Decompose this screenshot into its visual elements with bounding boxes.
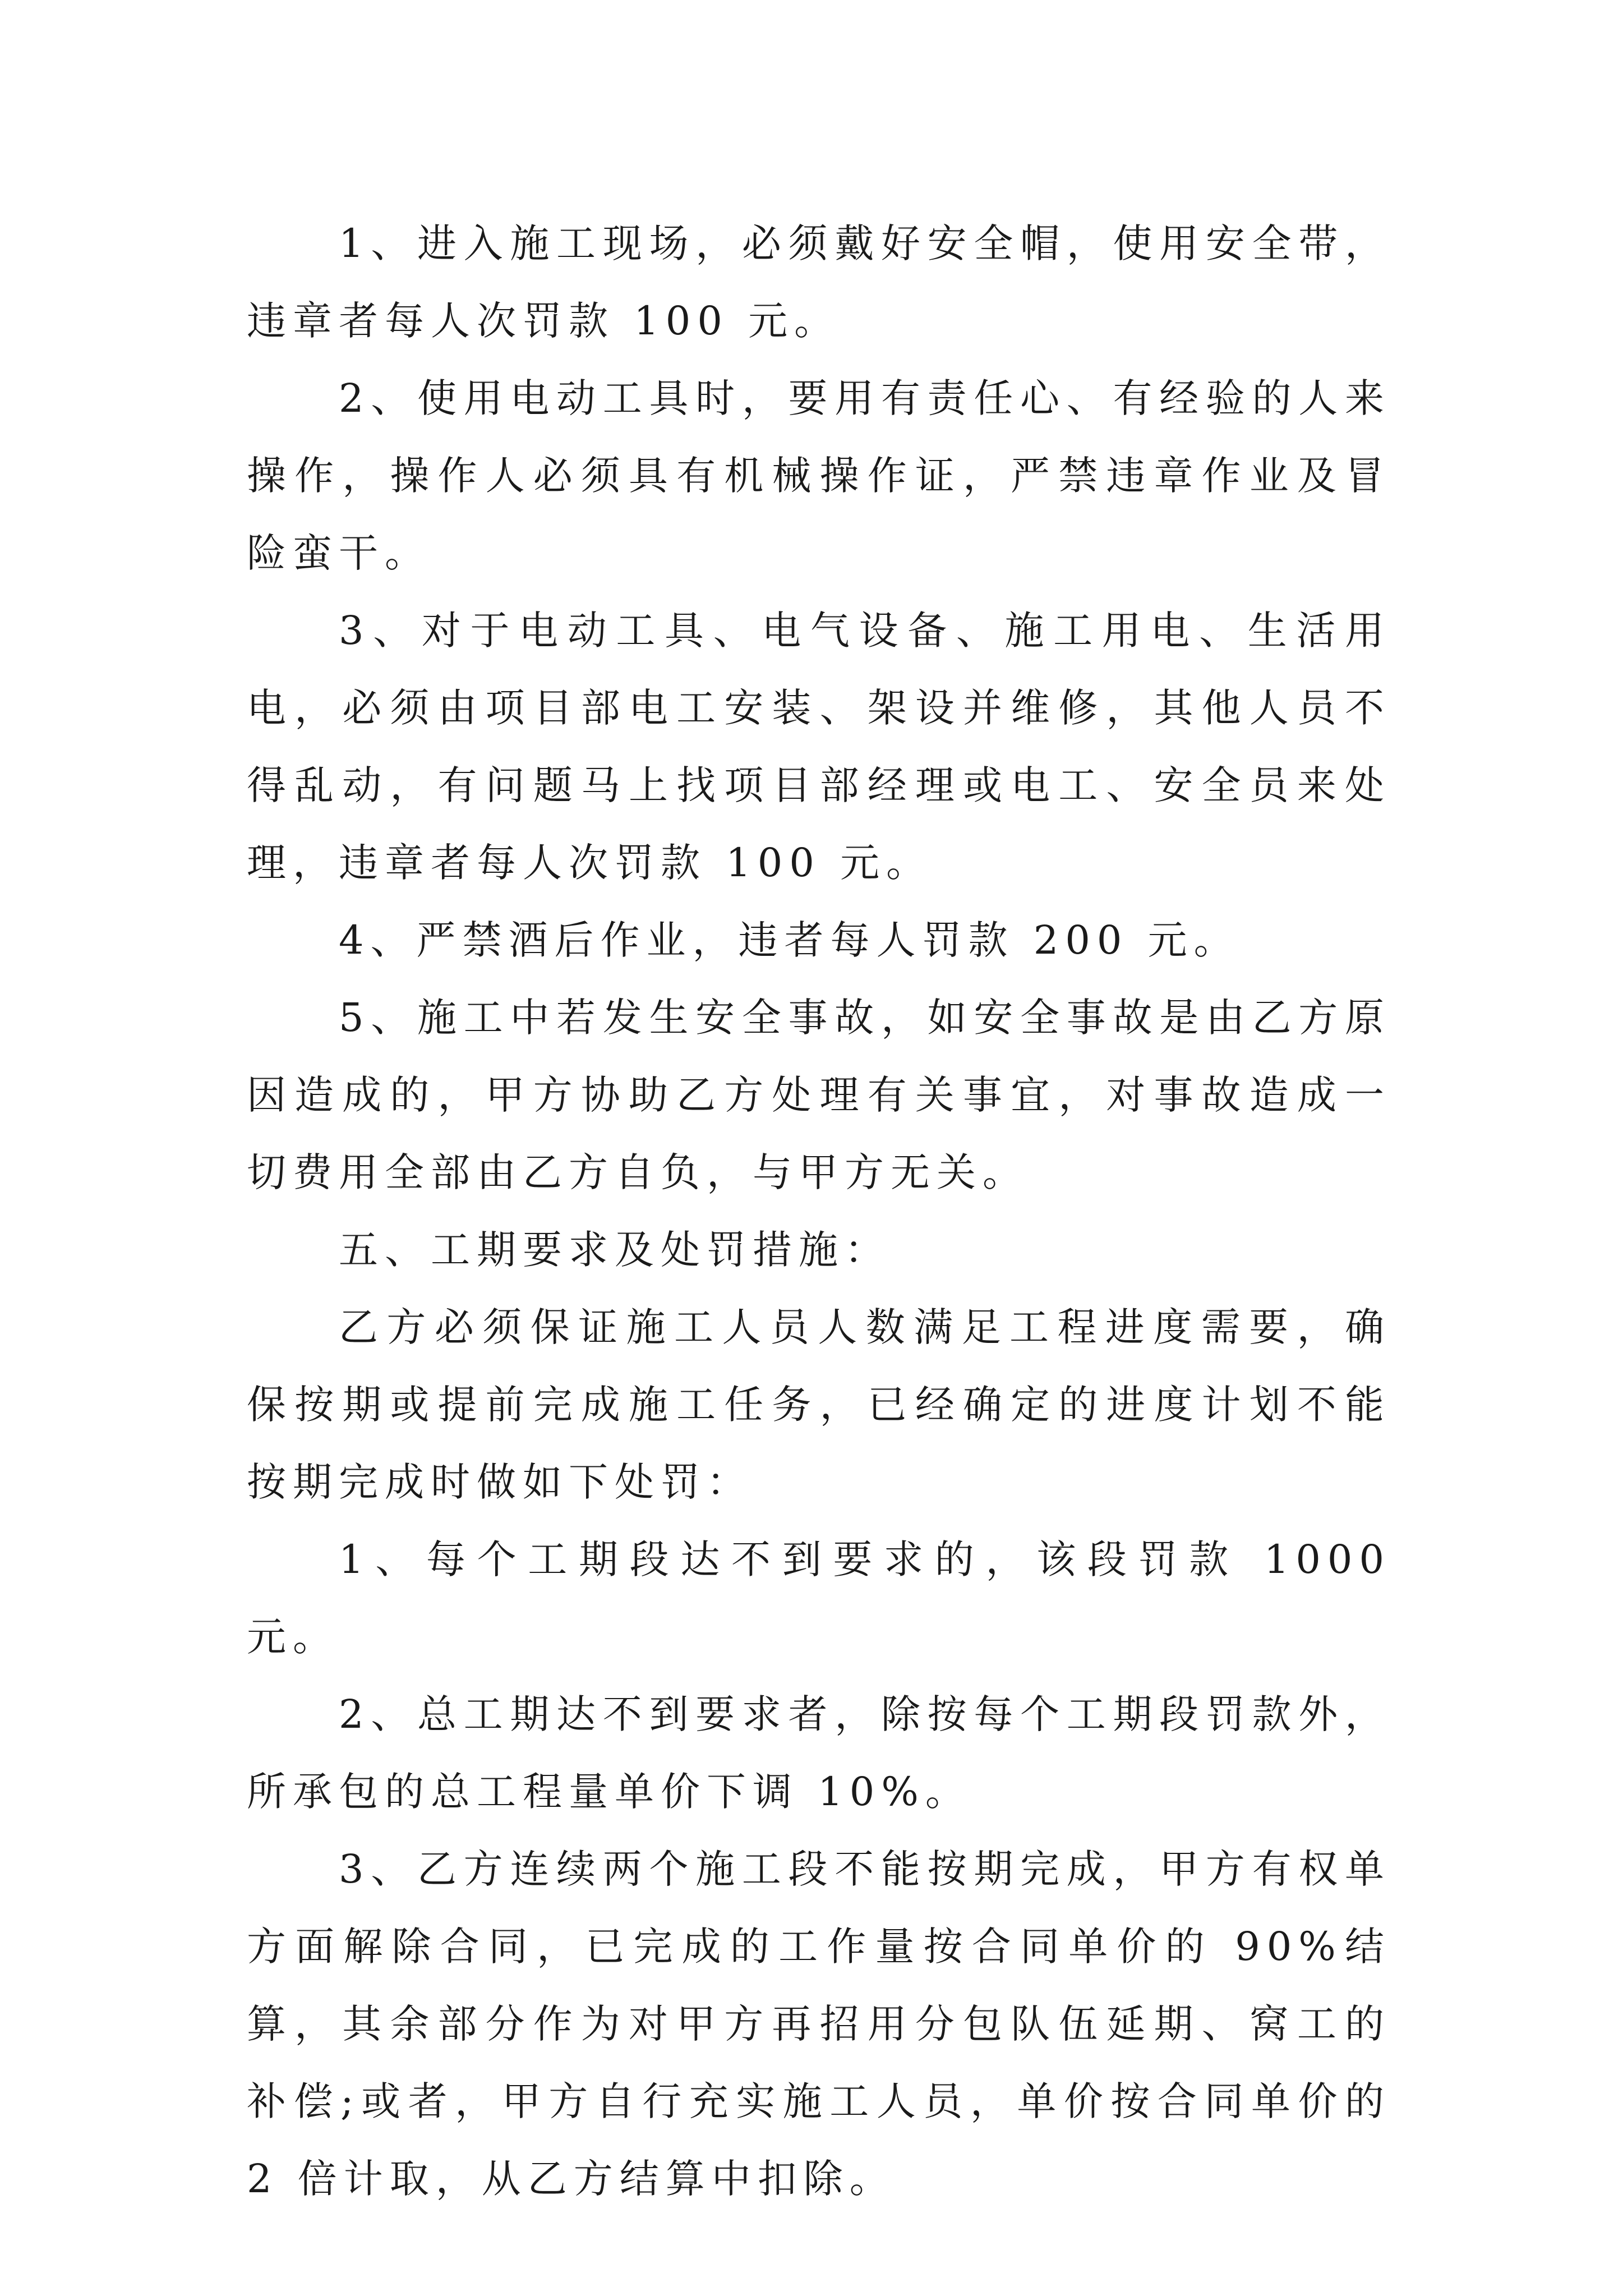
body-text [247, 205, 1391, 2217]
paragraph-rule-5-accidents: 5、施工中若发生安全事故，如安全事故是由乙方原因造成的，甲方协助乙方处理有关事宜，对事故造成一切费用全部由乙方自负，与甲方无关。 [247, 995, 1391, 1195]
paragraph-penalty-2: 2、总工期达不到要求者，除按每个工期段罚款外，所承包的总工程量单价下调 10%。 [247, 1691, 1391, 1815]
paragraph-penalty-1: 1、每个工期段达不到要求的，该段罚款 1000 元。 [247, 1536, 1391, 1660]
paragraph-rule-4-no-alcohol: 4、严禁酒后作业，违者每人罚款 200 元。 [339, 917, 1240, 963]
paragraph-schedule-intro: 乙方必须保证施工人员人数满足工程进度需要，确保按期或提前完成施工任务，已经确定的进度计划不能按期完成时做如下处罚： [247, 1304, 1391, 1505]
paragraph-rule-3-electrical: 3、对于电动工具、电气设备、施工用电、生活用电，必须由项目部电工安装、架设并维修，其他人员不得乱动，有问题马上找项目部经理或电工、安全员来处理，违章者每人次罚款 100 元。 [247, 608, 1391, 886]
paragraph-rule-2-power-tools: 2、使用电动工具时，要用有责任心、有经验的人来操作，操作人必须具有机械操作证，严禁违章作业及冒险蛮干。 [247, 375, 1391, 576]
paragraph-penalty-3: 3、乙方连续两个施工段不能按期完成，甲方有权单方面解除合同，已完成的工作量按合同单价的 90%结算，其余部分作为对甲方再招用分包队伍延期、窝工的补偿;或者，甲方自行充实施工人员，单价按合同单价的 2 倍计取，从乙方结算中扣除。 [247, 1846, 1391, 2202]
paragraph-rule-1-safety-helmet: 1、进入施工现场，必须戴好安全帽，使用安全带，违章者每人次罚款 100 元。 [247, 220, 1391, 344]
section-heading-schedule: 五、工期要求及处罚措施： [339, 1227, 891, 1273]
